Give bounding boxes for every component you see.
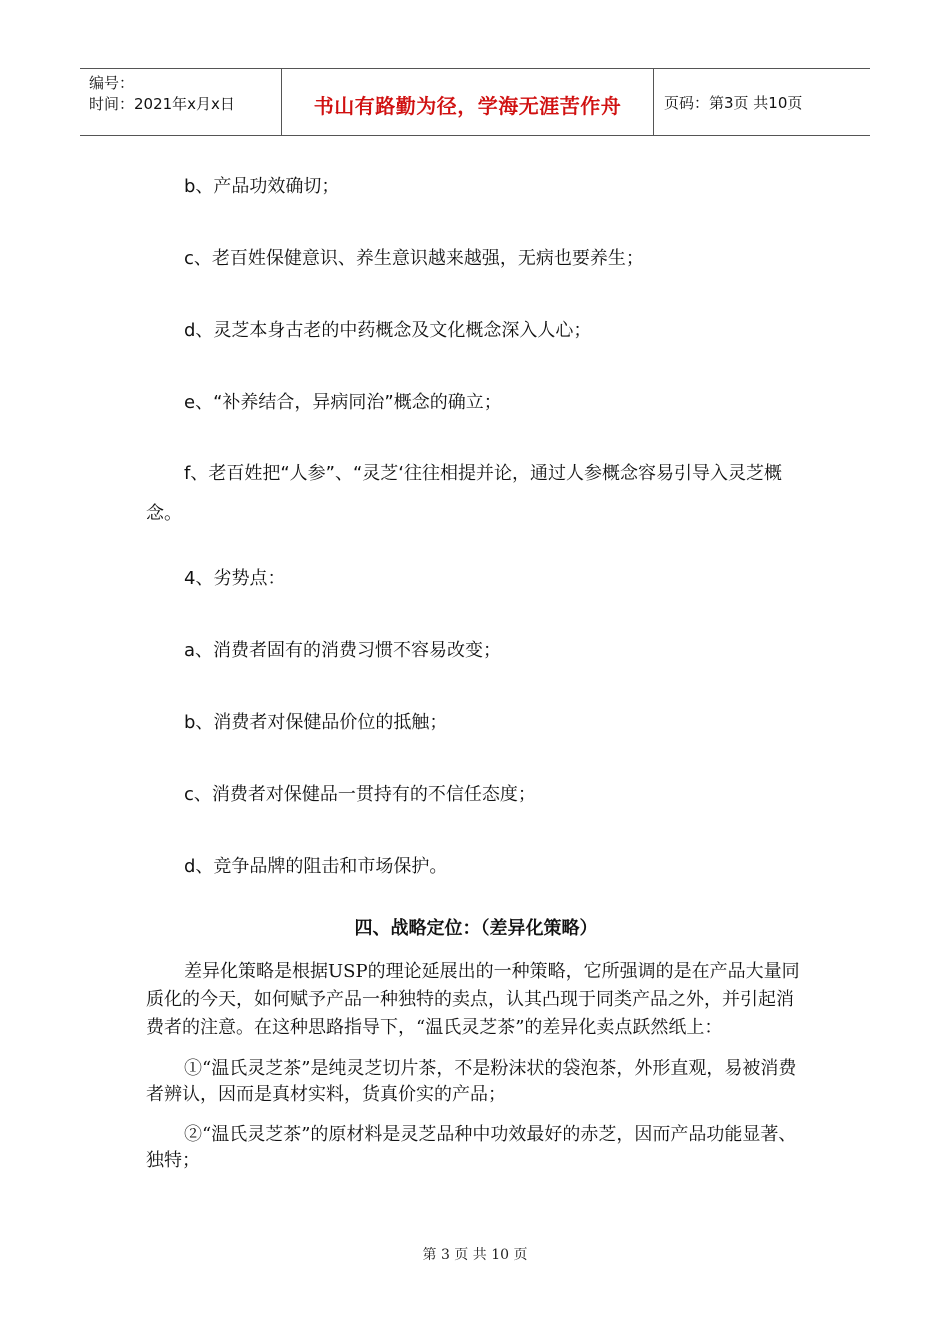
- advantage-b: b、产品功效确切；: [184, 176, 340, 197]
- weakness-b: b、消费者对保健品价位的抵触；: [184, 712, 448, 733]
- advantage-f: f、老百姓把“人参”、“灵芝‘往往相提并论，通过人参概念容易引导入灵芝概念。: [146, 463, 783, 524]
- section-point-2: ②“温氏灵芝茶”的原材料是灵芝品种中功效最好的赤芝，因而产品功能显著、独特；: [146, 1124, 797, 1171]
- header-page-info: 页码：第3页 共10页: [664, 93, 803, 112]
- section-point-1: ①“温氏灵芝茶”是纯灵芝切片茶，不是粉沫状的袋泡茶，外形直观，易被消费者辨认，因而是真材实料，货真价实的产品；: [146, 1058, 797, 1105]
- weakness-a: a、消费者固有的消费习惯不容易改变；: [184, 640, 502, 661]
- page-footer: 第 3 页 共 10 页: [422, 1247, 528, 1263]
- weakness-title: 4、劣势点：: [184, 568, 286, 589]
- header-motto: 书山有路勤为径，学海无涯苦作舟: [282, 69, 654, 135]
- advantage-e: e、“补养结合，异病同治”概念的确立；: [184, 392, 502, 413]
- weakness-c: c、消费者对保健品一贯持有的不信任态度；: [184, 784, 536, 805]
- advantage-d: d、灵芝本身古老的中药概念及文化概念深入人心；: [184, 320, 592, 341]
- header-meta: [80, 69, 282, 135]
- weakness-d: d、竞争品牌的阻击和市场保护。: [184, 856, 448, 877]
- advantage-c: c、老百姓保健意识、养生意识越来越强，无病也要养生；: [184, 248, 644, 269]
- section-heading: 四、战略定位：（差异化策略）: [354, 918, 598, 939]
- page-header: [80, 68, 870, 136]
- number-label: 编号：: [89, 74, 135, 92]
- time-label: 时间：2021年x月x日: [89, 95, 235, 113]
- document-body: [146, 160, 806, 1188]
- section-intro: 差异化策略是根据USP的理论延展出的一种策略，它所强调的是在产品大量同质化的今天，如何赋予产品一种独特的卖点，认其凸现于同类产品之外，并引起消费者的注意。在这种思路指导下，“温氏灵芝茶”的差异化卖点跃然纸上：: [146, 961, 800, 1038]
